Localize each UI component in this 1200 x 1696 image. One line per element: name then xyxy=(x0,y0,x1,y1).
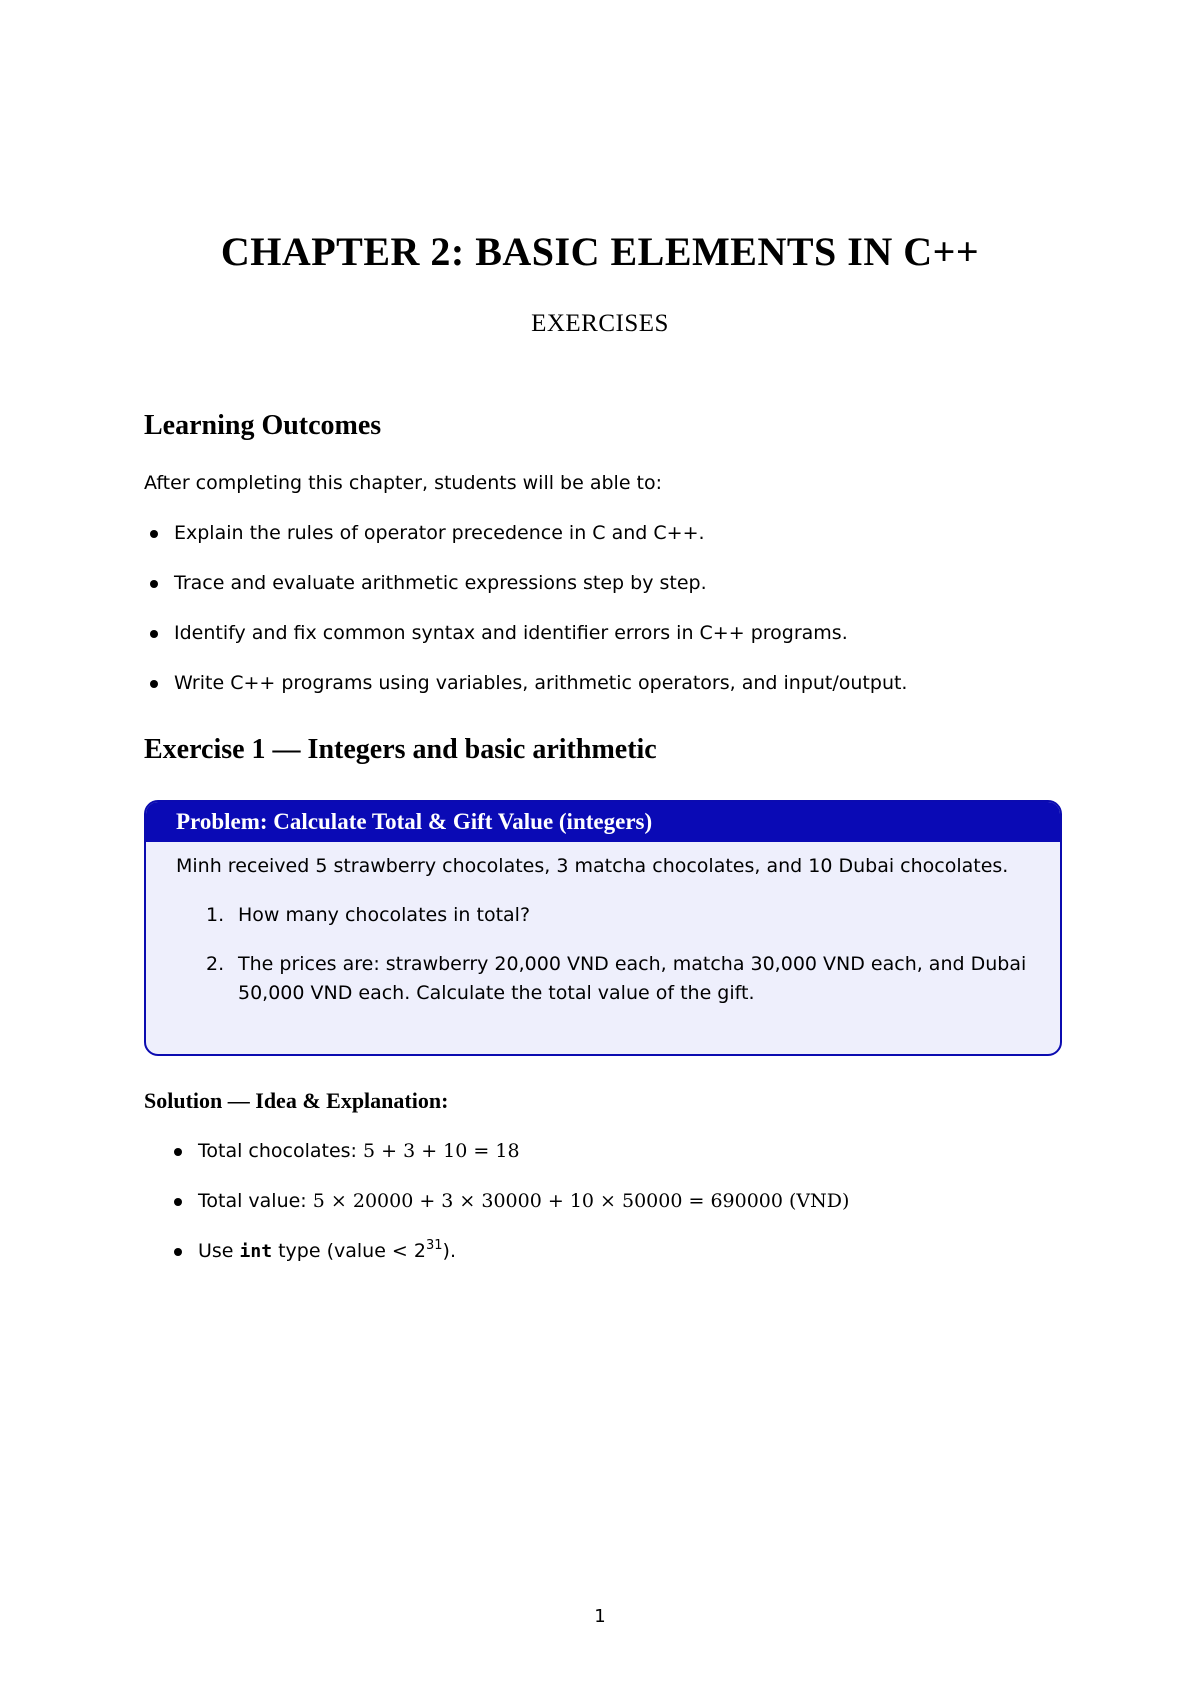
learning-outcomes-intro: After completing this chapter, students will be able to: xyxy=(144,472,663,494)
problem-box xyxy=(144,800,1062,1056)
list-item: Use int type (value < $2^{31}$). xyxy=(198,1238,849,1265)
learning-outcomes-heading: Learning Outcomes xyxy=(144,410,382,441)
solution-list xyxy=(198,1138,849,1265)
list-item: Total chocolates: 5 + 3 + 10 = 18 xyxy=(198,1138,849,1164)
problem-title: Problem: Calculate Total & Gift Value (integers) xyxy=(146,802,1060,842)
question-list xyxy=(176,901,1030,1008)
bullet-icon xyxy=(150,680,158,688)
problem-statement: Minh received 5 strawberry chocolates, 3 matcha chocolates, and 10 Dubai chocolates. xyxy=(176,855,1009,877)
bullet-icon xyxy=(174,1248,182,1256)
bullet-icon xyxy=(174,1148,182,1156)
list-item: 1. How many chocolates in total? xyxy=(206,904,531,926)
learning-outcomes-list xyxy=(174,520,907,696)
list-item: Write C++ programs using variables, arithmetic operators, and input/output. xyxy=(174,670,907,696)
list-item: Identify and fix common syntax and identifier errors in C++ programs. xyxy=(174,620,907,646)
solution-heading: Solution — Idea & Explanation: xyxy=(144,1088,449,1113)
page-number: 1 xyxy=(594,1606,606,1627)
bullet-icon xyxy=(174,1198,182,1206)
list-item: Explain the rules of operator precedence in C and C++. xyxy=(174,520,907,546)
bullet-icon xyxy=(150,630,158,638)
list-item: 2. The prices are: strawberry 20,000 VND each, matcha 30,000 VND each, and Dubai 50,000 VND each. Calculate the total value of the gift. xyxy=(206,953,1027,1004)
chapter-subtitle: EXERCISES xyxy=(531,310,669,337)
list-item: Trace and evaluate arithmetic expressions step by step. xyxy=(174,570,907,596)
chapter-title: CHAPTER 2: BASIC ELEMENTS IN C++ xyxy=(220,229,980,274)
list-item: Total value: 5 × 20000 + 3 × 30000 + 10 × 50000 = 690000 (VND) xyxy=(198,1188,849,1214)
exercise1-heading: Exercise 1 — Integers and basic arithmetic xyxy=(144,734,657,765)
bullet-icon xyxy=(150,530,158,538)
code-keyword: int xyxy=(239,1241,273,1262)
bullet-icon xyxy=(150,580,158,588)
